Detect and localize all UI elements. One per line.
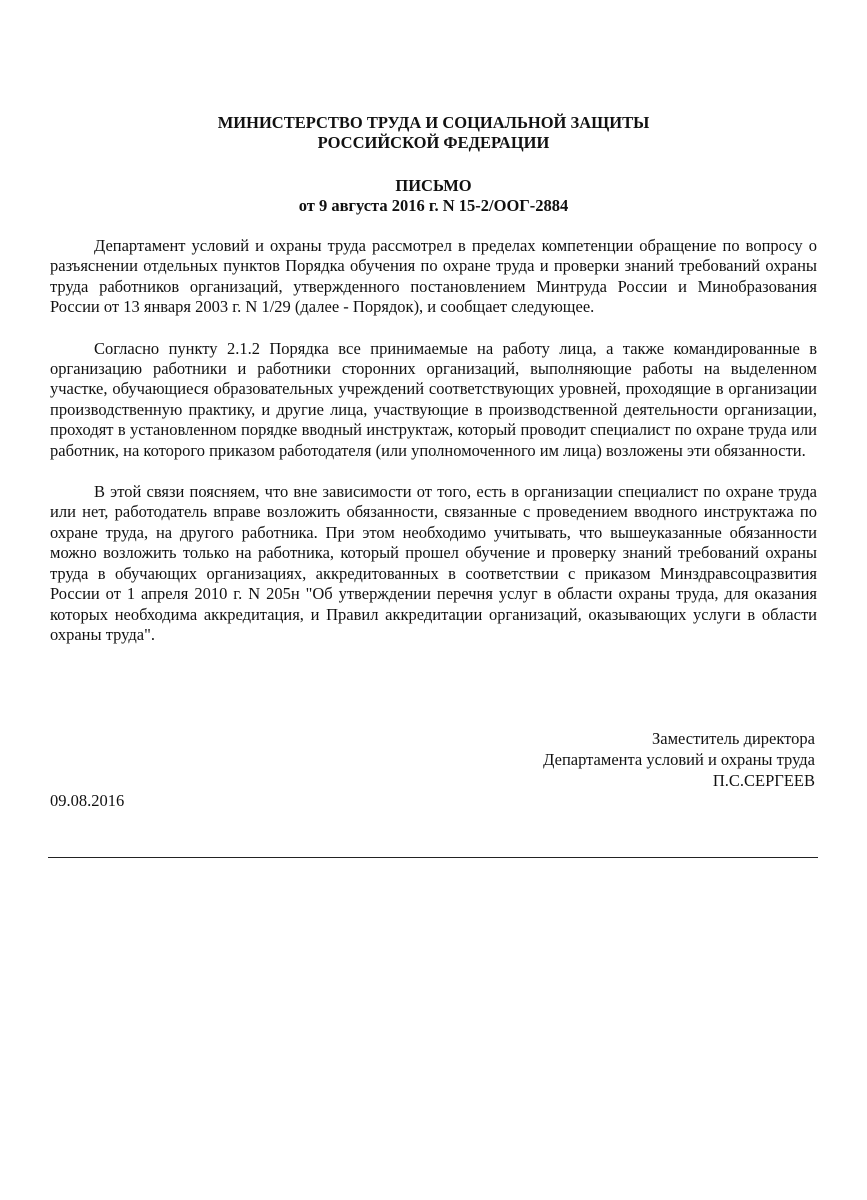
org-name-line-1: МИНИСТЕРСТВО ТРУДА И СОЦИАЛЬНОЙ ЗАЩИТЫ xyxy=(217,113,650,132)
signatory-name: П.С.СЕРГЕЕВ xyxy=(712,771,815,790)
letter-body xyxy=(50,236,817,666)
signatory-position: Заместитель директора xyxy=(652,729,815,748)
horizontal-divider xyxy=(48,857,818,858)
body-paragraph-3: В этой связи поясняем, что вне зависимости от того, есть в организации специалист по охране труда или нет, работодатель вправе возложить обязанности, связанные с проведением вводного инструктажа по охране труда, на другого работника. При этом необходимо учитывать, что вышеуказанные обязанности можно возложить только на работника, который прошел обучение и проверку знаний требований охраны труда в обучающих организациях, аккредитованных в соответствии с приказом Минздравсоцразвития России от 1 апреля 2010 г. N 205н "Об утверждении перечня услуг в области охраны труда, для оказания которых необходима аккредитация, и Правил аккредитации организаций, оказывающих услуги в области охраны труда". xyxy=(50,482,817,644)
document-date: 09.08.2016 xyxy=(50,791,125,810)
body-paragraph-1: Департамент условий и охраны труда рассмотрел в пределах компетенции обращение по вопросу о разъяснении отдельных пунктов Порядка обучения по охране труда и проверки знаний требований охраны труда работников организаций, утвержденного постановлением Минтруда России и Минобразования России от 13 января 2003 г. N 1/29 (далее - Порядок), и сообщает следующее. xyxy=(50,236,817,317)
signatory-department: Департамента условий и охраны труда xyxy=(543,750,815,769)
document-type: ПИСЬМО xyxy=(395,176,472,195)
issuing-organization xyxy=(50,113,817,153)
org-name-line-2: РОССИЙСКОЙ ФЕДЕРАЦИИ xyxy=(317,133,550,152)
document-reference: от 9 августа 2016 г. N 15-2/ООГ-2884 xyxy=(298,196,569,215)
signature-block xyxy=(543,728,815,791)
document-title xyxy=(50,176,817,216)
body-paragraph-2: Согласно пункту 2.1.2 Порядка все принимаемые на работу лица, а также командированные в организацию работники и работники сторонних организаций, выполняющие работы на выделенном участке, обучающиеся образовательных учреждений соответствующих уровней, проходящие в организации производственную практику, и другие лица, участвующие в производственной деятельности организации, проходят в установленном порядке вводный инструктаж, который проводит специалист по охране труда или работник, на которого приказом работодателя (или уполномоченного им лица) возложены эти обязанности. xyxy=(50,338,817,460)
